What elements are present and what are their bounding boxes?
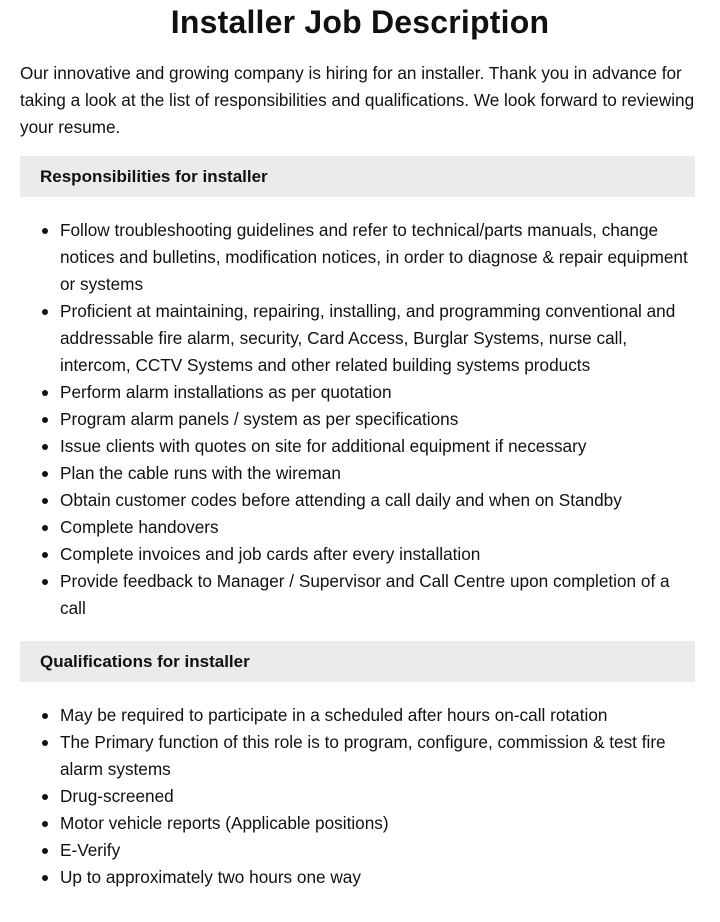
list-item [60, 379, 696, 406]
bullet-icon [42, 498, 48, 504]
bullet-icon [42, 417, 48, 423]
bullet-icon [42, 740, 48, 746]
intro-paragraph: Our innovative and growing company is hiring for an installer. Thank you in advance for taking a look at the list of responsibilities and qualifications. We look forward to reviewing your resume. [20, 63, 695, 137]
list-item [60, 298, 696, 379]
bullet-icon [42, 525, 48, 531]
list-item [60, 487, 696, 514]
bullet-icon [42, 471, 48, 477]
list-item-text: Drug-screened [60, 786, 174, 806]
page-title: Installer Job Description [170, 4, 550, 40]
bullet-icon [42, 552, 48, 558]
bullet-icon [42, 309, 48, 315]
bullet-icon [42, 713, 48, 719]
bullet-icon [42, 228, 48, 234]
list-item-text: The Primary function of this role is to program, configure, commission & test fire alarm systems [60, 732, 666, 779]
list-item [60, 568, 696, 622]
list-item [60, 864, 696, 891]
list-item-text: Motor vehicle reports (Applicable positions) [60, 813, 389, 833]
bullet-icon [42, 444, 48, 450]
list-item-text: Perform alarm installations as per quotation [60, 382, 392, 402]
list-item-text: Obtain customer codes before attending a call daily and when on Standby [60, 490, 622, 510]
list-item [60, 217, 696, 298]
list-item-text: Program alarm panels / system as per specifications [60, 409, 459, 429]
qualifications-heading: Qualifications for installer [20, 641, 695, 682]
list-item [60, 837, 696, 864]
list-item [60, 729, 696, 783]
list-item-text: Plan the cable runs with the wireman [60, 463, 341, 483]
list-item-text: May be required to participate in a scheduled after hours on-call rotation [60, 705, 608, 725]
responsibilities-heading: Responsibilities for installer [20, 156, 695, 197]
list-item [60, 810, 696, 837]
list-item-text: Complete handovers [60, 517, 219, 537]
bullet-icon [42, 875, 48, 881]
bullet-icon [42, 579, 48, 585]
list-item-text: Complete invoices and job cards after every installation [60, 544, 481, 564]
list-item-text: Up to approximately two hours one way [60, 867, 361, 887]
qualifications-list [20, 702, 696, 891]
list-item [60, 433, 696, 460]
list-item [60, 783, 696, 810]
list-item-text: Proficient at maintaining, repairing, installing, and programming conventional and addressable fire alarm, security, Card Access, Burglar Systems, nurse call, intercom, CCTV Systems and other related building systems products [60, 301, 676, 375]
bullet-icon [42, 390, 48, 396]
list-item [60, 541, 696, 568]
bullet-icon [42, 794, 48, 800]
responsibilities-list [20, 217, 696, 622]
list-item [60, 514, 696, 541]
bullet-icon [42, 848, 48, 854]
list-item [60, 460, 696, 487]
list-item [60, 702, 696, 729]
list-item-text: Follow troubleshooting guidelines and refer to technical/parts manuals, change notices and bulletins, modification notices, in order to diagnose & repair equipment or systems [60, 220, 688, 294]
list-item-text: Provide feedback to Manager / Supervisor and Call Centre upon completion of a call [60, 571, 670, 618]
list-item-text: E-Verify [60, 840, 121, 860]
bullet-icon [42, 821, 48, 827]
list-item-text: Issue clients with quotes on site for additional equipment if necessary [60, 436, 587, 456]
list-item [60, 406, 696, 433]
